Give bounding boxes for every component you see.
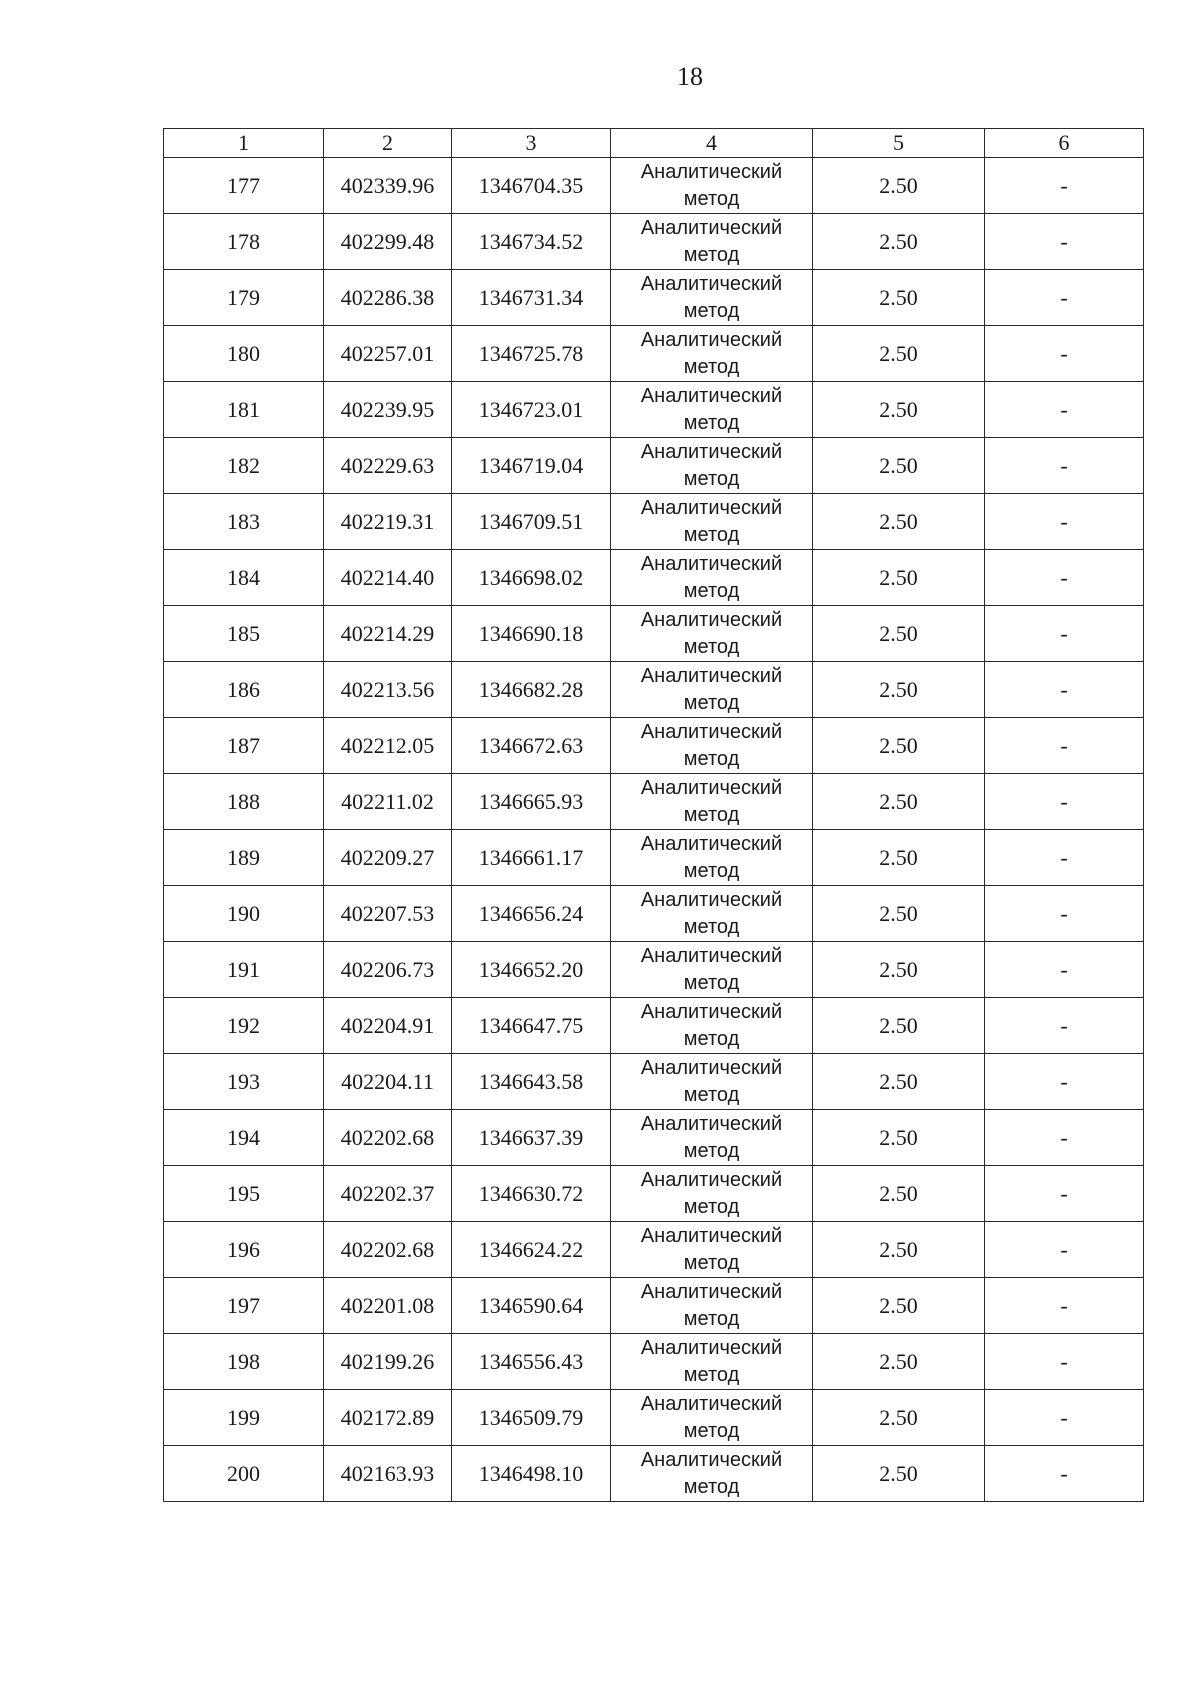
cell-note: -: [985, 606, 1144, 662]
header-row: [164, 129, 1144, 158]
cell-method: Аналитический метод: [611, 998, 813, 1054]
cell-note: -: [985, 494, 1144, 550]
cell-note: -: [985, 718, 1144, 774]
table-row: [164, 886, 1144, 942]
table-row: [164, 158, 1144, 214]
table-row: [164, 214, 1144, 270]
cell-note: -: [985, 1054, 1144, 1110]
cell-x-coordinate: 402204.91: [324, 998, 452, 1054]
cell-note: -: [985, 1222, 1144, 1278]
cell-y-coordinate: 1346723.01: [452, 382, 611, 438]
cell-note: -: [985, 1446, 1144, 1502]
cell-method: Аналитический метод: [611, 550, 813, 606]
cell-accuracy: 2.50: [813, 270, 985, 326]
table-row: [164, 494, 1144, 550]
cell-note: -: [985, 1390, 1144, 1446]
cell-x-coordinate: 402214.29: [324, 606, 452, 662]
cell-note: -: [985, 886, 1144, 942]
table-row: [164, 718, 1144, 774]
cell-accuracy: 2.50: [813, 718, 985, 774]
cell-accuracy: 2.50: [813, 886, 985, 942]
cell-note: -: [985, 830, 1144, 886]
table-row: [164, 662, 1144, 718]
cell-x-coordinate: 402211.02: [324, 774, 452, 830]
cell-y-coordinate: 1346725.78: [452, 326, 611, 382]
cell-method: Аналитический метод: [611, 1334, 813, 1390]
cell-accuracy: 2.50: [813, 662, 985, 718]
table-row: [164, 830, 1144, 886]
cell-note: -: [985, 774, 1144, 830]
cell-x-coordinate: 402202.68: [324, 1110, 452, 1166]
cell-note: -: [985, 942, 1144, 998]
cell-accuracy: 2.50: [813, 830, 985, 886]
cell-x-coordinate: 402339.96: [324, 158, 452, 214]
cell-note: -: [985, 382, 1144, 438]
cell-y-coordinate: 1346719.04: [452, 438, 611, 494]
cell-accuracy: 2.50: [813, 1222, 985, 1278]
cell-y-coordinate: 1346709.51: [452, 494, 611, 550]
cell-method: Аналитический метод: [611, 214, 813, 270]
cell-method: Аналитический метод: [611, 158, 813, 214]
cell-point-number: 180: [164, 326, 324, 382]
cell-point-number: 187: [164, 718, 324, 774]
cell-method: Аналитический метод: [611, 942, 813, 998]
cell-note: -: [985, 1278, 1144, 1334]
cell-y-coordinate: 1346624.22: [452, 1222, 611, 1278]
cell-x-coordinate: 402202.68: [324, 1222, 452, 1278]
cell-method: Аналитический метод: [611, 1110, 813, 1166]
cell-y-coordinate: 1346661.17: [452, 830, 611, 886]
cell-y-coordinate: 1346498.10: [452, 1446, 611, 1502]
cell-accuracy: 2.50: [813, 158, 985, 214]
cell-x-coordinate: 402286.38: [324, 270, 452, 326]
cell-point-number: 197: [164, 1278, 324, 1334]
cell-x-coordinate: 402219.31: [324, 494, 452, 550]
cell-y-coordinate: 1346672.63: [452, 718, 611, 774]
cell-x-coordinate: 402206.73: [324, 942, 452, 998]
cell-point-number: 182: [164, 438, 324, 494]
cell-y-coordinate: 1346556.43: [452, 1334, 611, 1390]
cell-y-coordinate: 1346704.35: [452, 158, 611, 214]
cell-accuracy: 2.50: [813, 494, 985, 550]
cell-method: Аналитический метод: [611, 1390, 813, 1446]
cell-point-number: 188: [164, 774, 324, 830]
cell-point-number: 198: [164, 1334, 324, 1390]
table-row: [164, 270, 1144, 326]
cell-point-number: 195: [164, 1166, 324, 1222]
column-header-2: 2: [324, 129, 452, 158]
table-row: [164, 606, 1144, 662]
cell-method: Аналитический метод: [611, 830, 813, 886]
cell-x-coordinate: 402163.93: [324, 1446, 452, 1502]
cell-accuracy: 2.50: [813, 774, 985, 830]
cell-point-number: 190: [164, 886, 324, 942]
table-row: [164, 438, 1144, 494]
cell-y-coordinate: 1346698.02: [452, 550, 611, 606]
cell-note: -: [985, 438, 1144, 494]
cell-accuracy: 2.50: [813, 214, 985, 270]
table-row: [164, 1334, 1144, 1390]
cell-accuracy: 2.50: [813, 382, 985, 438]
cell-accuracy: 2.50: [813, 998, 985, 1054]
cell-x-coordinate: 402204.11: [324, 1054, 452, 1110]
cell-method: Аналитический метод: [611, 1054, 813, 1110]
cell-point-number: 183: [164, 494, 324, 550]
table-row: [164, 326, 1144, 382]
cell-accuracy: 2.50: [813, 1390, 985, 1446]
cell-x-coordinate: 402172.89: [324, 1390, 452, 1446]
cell-x-coordinate: 402299.48: [324, 214, 452, 270]
cell-note: -: [985, 550, 1144, 606]
table-row: [164, 1278, 1144, 1334]
column-header-4: 4: [611, 129, 813, 158]
table-row: [164, 1110, 1144, 1166]
cell-point-number: 177: [164, 158, 324, 214]
cell-method: Аналитический метод: [611, 382, 813, 438]
cell-y-coordinate: 1346630.72: [452, 1166, 611, 1222]
cell-accuracy: 2.50: [813, 1278, 985, 1334]
cell-accuracy: 2.50: [813, 1054, 985, 1110]
cell-accuracy: 2.50: [813, 550, 985, 606]
cell-point-number: 184: [164, 550, 324, 606]
column-header-6: 6: [985, 129, 1144, 158]
cell-point-number: 199: [164, 1390, 324, 1446]
cell-note: -: [985, 158, 1144, 214]
cell-x-coordinate: 402201.08: [324, 1278, 452, 1334]
cell-y-coordinate: 1346682.28: [452, 662, 611, 718]
cell-method: Аналитический метод: [611, 1278, 813, 1334]
cell-x-coordinate: 402199.26: [324, 1334, 452, 1390]
cell-accuracy: 2.50: [813, 1334, 985, 1390]
cell-point-number: 192: [164, 998, 324, 1054]
cell-point-number: 191: [164, 942, 324, 998]
cell-accuracy: 2.50: [813, 1166, 985, 1222]
cell-x-coordinate: 402207.53: [324, 886, 452, 942]
table-row: [164, 1390, 1144, 1446]
cell-point-number: 179: [164, 270, 324, 326]
cell-method: Аналитический метод: [611, 886, 813, 942]
cell-point-number: 196: [164, 1222, 324, 1278]
cell-x-coordinate: 402214.40: [324, 550, 452, 606]
column-header-3: 3: [452, 129, 611, 158]
cell-y-coordinate: 1346734.52: [452, 214, 611, 270]
cell-accuracy: 2.50: [813, 1446, 985, 1502]
cell-x-coordinate: 402209.27: [324, 830, 452, 886]
cell-note: -: [985, 1334, 1144, 1390]
cell-method: Аналитический метод: [611, 1446, 813, 1502]
cell-x-coordinate: 402257.01: [324, 326, 452, 382]
cell-accuracy: 2.50: [813, 606, 985, 662]
cell-note: -: [985, 326, 1144, 382]
table-header: [164, 129, 1144, 158]
cell-point-number: 178: [164, 214, 324, 270]
cell-y-coordinate: 1346637.39: [452, 1110, 611, 1166]
table-row: [164, 1054, 1144, 1110]
cell-point-number: 186: [164, 662, 324, 718]
cell-y-coordinate: 1346647.75: [452, 998, 611, 1054]
cell-accuracy: 2.50: [813, 326, 985, 382]
cell-method: Аналитический метод: [611, 606, 813, 662]
cell-note: -: [985, 1166, 1144, 1222]
cell-x-coordinate: 402202.37: [324, 1166, 452, 1222]
cell-method: Аналитический метод: [611, 1222, 813, 1278]
cell-note: -: [985, 214, 1144, 270]
table-row: [164, 1166, 1144, 1222]
cell-note: -: [985, 998, 1144, 1054]
cell-y-coordinate: 1346590.64: [452, 1278, 611, 1334]
cell-note: -: [985, 662, 1144, 718]
cell-point-number: 181: [164, 382, 324, 438]
cell-x-coordinate: 402212.05: [324, 718, 452, 774]
cell-x-coordinate: 402239.95: [324, 382, 452, 438]
cell-x-coordinate: 402213.56: [324, 662, 452, 718]
column-header-1: 1: [164, 129, 324, 158]
cell-method: Аналитический метод: [611, 326, 813, 382]
cell-method: Аналитический метод: [611, 270, 813, 326]
table-body: [164, 158, 1144, 1502]
cell-method: Аналитический метод: [611, 438, 813, 494]
cell-point-number: 200: [164, 1446, 324, 1502]
table-row: [164, 382, 1144, 438]
cell-method: Аналитический метод: [611, 494, 813, 550]
cell-method: Аналитический метод: [611, 774, 813, 830]
coordinates-table: [163, 128, 1144, 1502]
cell-method: Аналитический метод: [611, 1166, 813, 1222]
cell-y-coordinate: 1346656.24: [452, 886, 611, 942]
cell-point-number: 193: [164, 1054, 324, 1110]
table-row: [164, 998, 1144, 1054]
cell-x-coordinate: 402229.63: [324, 438, 452, 494]
cell-y-coordinate: 1346643.58: [452, 1054, 611, 1110]
cell-note: -: [985, 270, 1144, 326]
cell-point-number: 189: [164, 830, 324, 886]
table-row: [164, 774, 1144, 830]
cell-accuracy: 2.50: [813, 942, 985, 998]
cell-accuracy: 2.50: [813, 1110, 985, 1166]
table-row: [164, 942, 1144, 998]
cell-accuracy: 2.50: [813, 438, 985, 494]
cell-method: Аналитический метод: [611, 662, 813, 718]
column-header-5: 5: [813, 129, 985, 158]
cell-point-number: 194: [164, 1110, 324, 1166]
cell-y-coordinate: 1346665.93: [452, 774, 611, 830]
cell-method: Аналитический метод: [611, 718, 813, 774]
cell-point-number: 185: [164, 606, 324, 662]
cell-y-coordinate: 1346731.34: [452, 270, 611, 326]
table-row: [164, 1446, 1144, 1502]
cell-note: -: [985, 1110, 1144, 1166]
table-row: [164, 1222, 1144, 1278]
page-number: 18: [677, 62, 703, 91]
cell-y-coordinate: 1346509.79: [452, 1390, 611, 1446]
table-row: [164, 550, 1144, 606]
cell-y-coordinate: 1346690.18: [452, 606, 611, 662]
cell-y-coordinate: 1346652.20: [452, 942, 611, 998]
